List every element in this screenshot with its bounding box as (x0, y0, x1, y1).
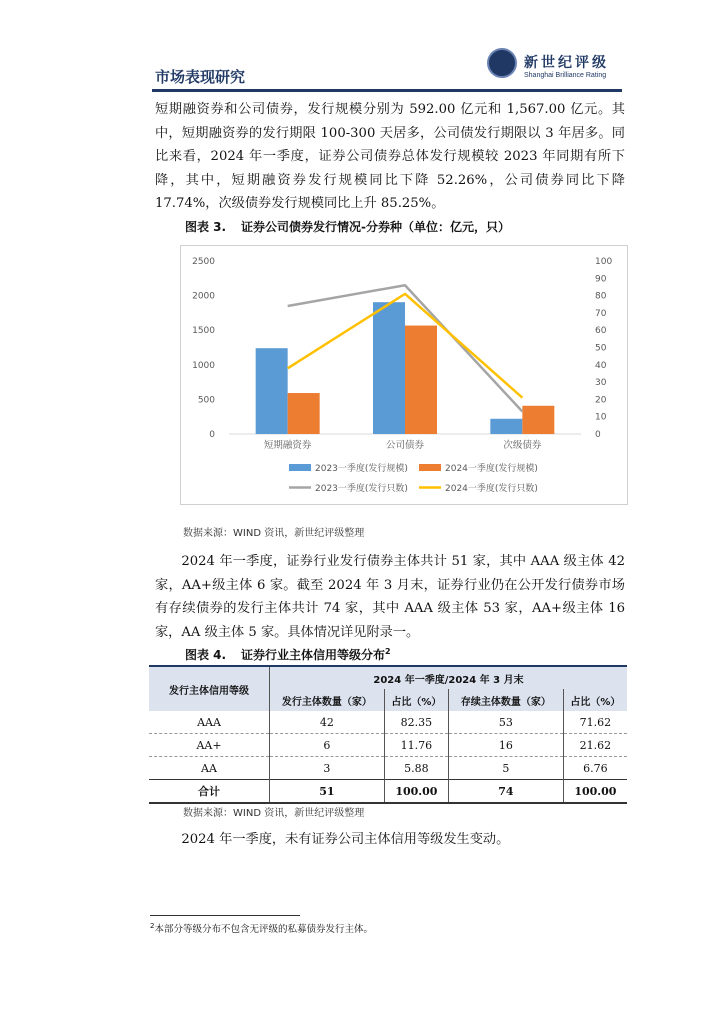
footnote (150, 921, 373, 935)
table-col-header: 占比（%） (384, 689, 448, 711)
paragraph-rating-change: 2024 年一季度，未有证券公司主体信用等级发生变动。 (181, 832, 510, 847)
section-title: 市场表现研究 (155, 68, 246, 86)
y-left-tick-label: 0 (209, 430, 215, 440)
y-right-tick-label: 30 (595, 378, 607, 389)
legend-label: 2024一季度(发行规模) (445, 464, 538, 474)
bond-issuance-chart (181, 246, 627, 504)
table-cell: 82.35 (384, 711, 448, 734)
table-cell: 合计 (149, 780, 270, 804)
figure-4-caption (185, 646, 391, 663)
table-period-header: 2024 年一季度/2024 年 3 月末 (270, 666, 628, 689)
figure-4-source: 数据来源：WIND 资讯，新世纪评级整理 (183, 808, 365, 819)
figure-3-source: 数据来源：WIND 资讯，新世纪评级整理 (183, 528, 365, 539)
y-right-tick-label: 40 (595, 360, 607, 371)
chart-container (180, 245, 628, 505)
table-row (149, 757, 627, 780)
chart-bar (373, 302, 405, 434)
table-cell: 53 (449, 711, 564, 734)
table-cell: 100.00 (384, 780, 448, 804)
table-cell: 16 (449, 734, 564, 757)
x-category-label: 次级债券 (503, 440, 542, 451)
table-cell: 5.88 (384, 757, 448, 780)
footnote-mark: 2 (150, 921, 155, 930)
table-row (149, 734, 627, 757)
table-cell: 6.76 (563, 757, 627, 780)
table-cell: 71.62 (563, 711, 627, 734)
paragraph-text: 短期融资券和公司债券，发行规模分别为 592.00 亿元和 1,567.00 亿元。其中，短期融资券的发行期限 100-300 天居多，公司债发行期限以 3 年居多。同比来看，2024 年一季度，证券公司债券总体发行规模较 2023 年同期有所下降，其中，短期融资券发行规模同比下降 52.26%，公司债券同比下降 17.74%，次级债券发行规模同比上升 85.25%。 (155, 102, 625, 211)
legend-label: 2024一季度(发行只数) (445, 484, 538, 494)
table-cell: 100.00 (563, 780, 627, 804)
table-cell: AA+ (149, 734, 270, 757)
figure-3-title: 证券公司债券发行情况-分券种（单位：亿元，只） (241, 220, 510, 234)
figure-3-caption (185, 218, 510, 235)
logo-cn-text: 新世纪评级 (524, 55, 609, 71)
table-cell: 51 (270, 780, 385, 804)
y-right-tick-label: 60 (595, 326, 607, 337)
y-right-tick-label: 20 (595, 395, 607, 406)
table-col-header: 占比（%） (563, 689, 627, 711)
footnote-divider (150, 915, 300, 916)
y-right-tick-label: 100 (595, 257, 613, 267)
table-row (149, 711, 627, 734)
y-left-tick-label: 500 (197, 395, 215, 406)
table-row-header: 发行主体信用等级 (149, 666, 270, 711)
table-cell: 21.62 (563, 734, 627, 757)
y-right-tick-label: 90 (595, 274, 607, 285)
figure-3-label: 图表 3. (185, 220, 227, 234)
footnote-ref: 2 (385, 647, 391, 656)
y-right-tick-label: 0 (595, 430, 601, 440)
table-cell: 3 (270, 757, 385, 780)
footnote-text: 本部分等级分布不包含无评级的私募债券发行主体。 (154, 924, 373, 935)
company-logo-icon (487, 48, 517, 78)
y-right-tick-label: 70 (595, 308, 607, 319)
rating-table-wrapper (149, 665, 627, 804)
y-right-tick-label: 10 (595, 412, 607, 423)
table-col-header: 存续主体数量（家） (449, 689, 564, 711)
table-cell: 6 (270, 734, 385, 757)
rating-distribution-table (149, 665, 627, 804)
figure-4-title: 证券行业主体信用等级分布 (241, 648, 386, 662)
y-left-tick-label: 2500 (192, 257, 215, 267)
header-divider (152, 89, 622, 92)
chart-bar (288, 393, 320, 434)
figure-4-label: 图表 4. (185, 648, 227, 662)
x-category-label: 公司债券 (385, 440, 425, 451)
chart-bar (522, 406, 554, 434)
chart-bar (490, 419, 522, 434)
y-right-tick-label: 80 (595, 291, 607, 302)
chart-bar (405, 326, 437, 434)
logo-en-text: Shanghai Brilliance Rating (524, 72, 607, 79)
table-col-header: 发行主体数量（家） (270, 689, 385, 711)
table-cell: 42 (270, 711, 385, 734)
legend-swatch (419, 464, 441, 471)
paragraph-rating-summary: 2024 年一季度，证券行业发行债券主体共计 51 家，其中 AAA 级主体 42 家，AA+级主体 6 家。截至 2024 年 3 月末，证券行业仍在公开发行债券市场有存续债券的发行主体共计 74 家，其中 AAA 级主体 53 家，AA+级主体 16 家，AA 级主体 5 家。具体情况详见附录一。 (155, 554, 625, 640)
table-cell: 11.76 (384, 734, 448, 757)
legend-swatch (289, 464, 311, 471)
paragraph-issuance-summary (155, 98, 625, 216)
y-left-tick-label: 1500 (192, 326, 215, 337)
table-cell: 74 (449, 780, 564, 804)
table-cell: 5 (449, 757, 564, 780)
y-left-tick-label: 2000 (192, 291, 215, 302)
table-cell: AA (149, 757, 270, 780)
legend-label: 2023一季度(发行规模) (315, 464, 408, 474)
table-cell: AAA (149, 711, 270, 734)
y-left-tick-label: 1000 (192, 360, 215, 371)
table-total-row (149, 780, 627, 804)
legend-label: 2023一季度(发行只数) (315, 484, 408, 494)
y-right-tick-label: 50 (595, 343, 607, 354)
x-category-label: 短期融资券 (263, 440, 312, 451)
chart-bar (256, 348, 288, 434)
